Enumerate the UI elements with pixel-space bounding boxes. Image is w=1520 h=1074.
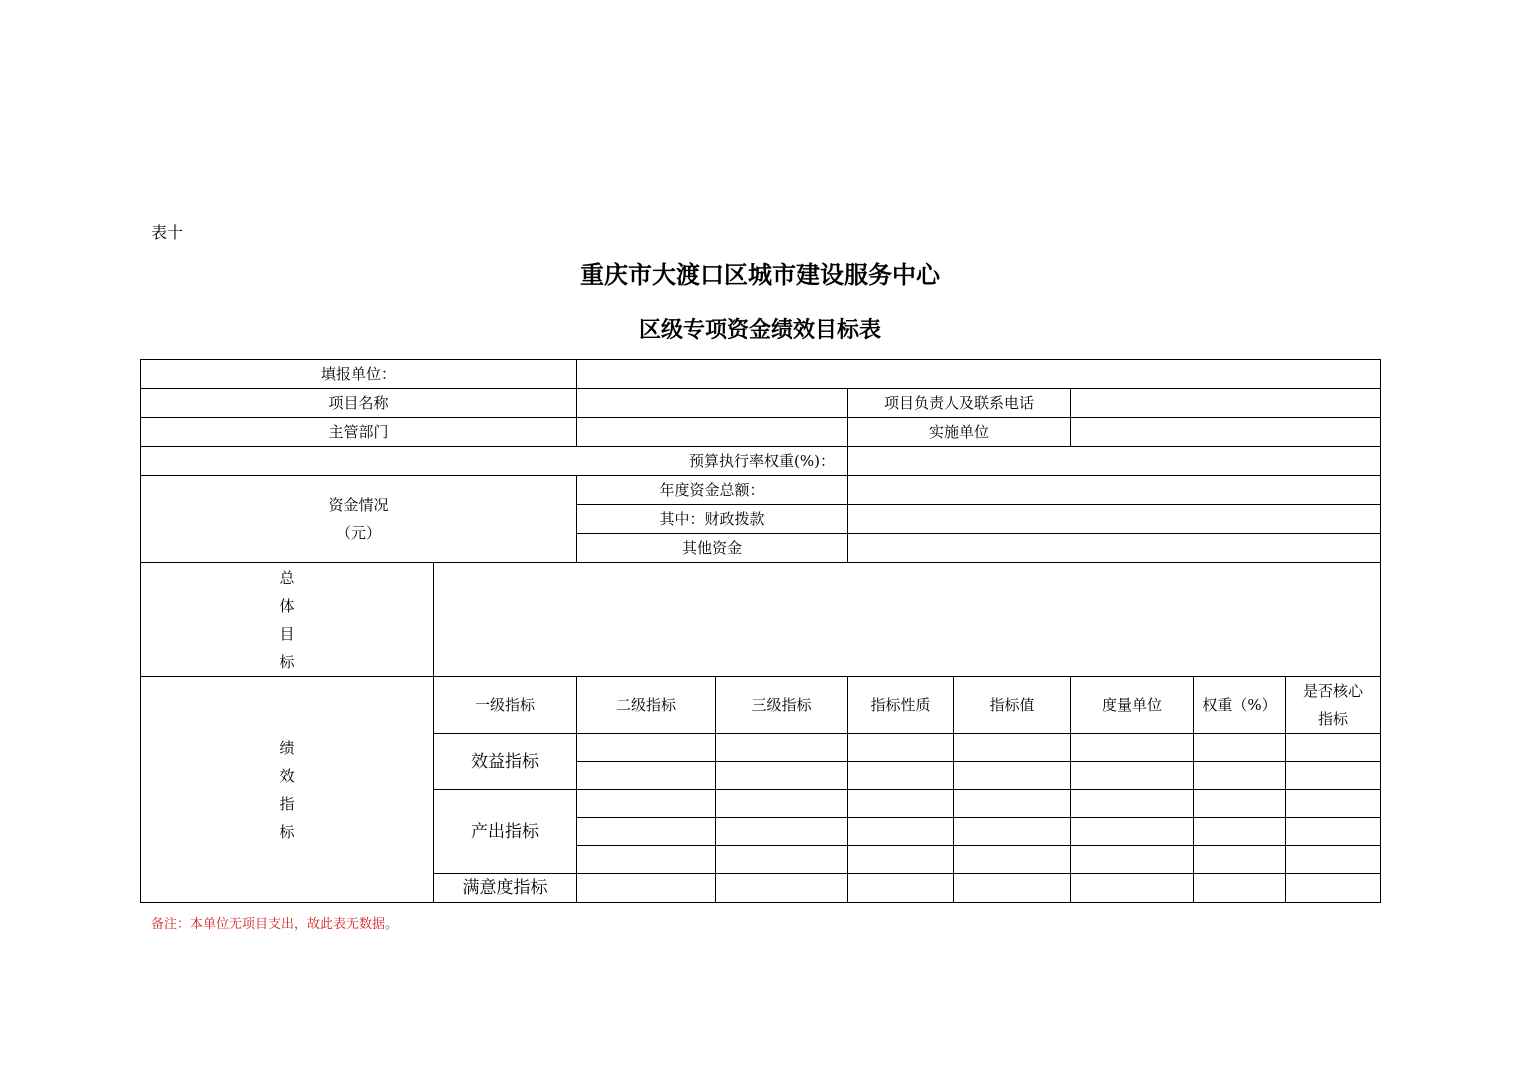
table-cell[interactable]	[1071, 818, 1194, 846]
page-subtitle: 区级专项资金绩效目标表	[638, 317, 881, 343]
table-cell[interactable]	[954, 790, 1071, 818]
header-value: 指标值	[954, 677, 1071, 734]
benefit-indicator-label: 效益指标	[434, 734, 577, 790]
perf-indicator-label: 绩 效 指 标	[141, 677, 434, 903]
table-cell[interactable]	[716, 818, 848, 846]
dept-label: 主管部门	[141, 418, 577, 447]
project-name-label: 项目名称	[141, 389, 577, 418]
table-cell[interactable]	[1286, 734, 1381, 762]
table-number: 表十	[151, 223, 184, 242]
header-level3: 三级指标	[716, 677, 848, 734]
header-level1: 一级指标	[434, 677, 577, 734]
table-cell[interactable]	[1286, 762, 1381, 790]
table-cell[interactable]	[1194, 762, 1286, 790]
header-core: 是否核心 指标	[1286, 677, 1381, 734]
table-cell[interactable]	[716, 790, 848, 818]
other-funds-value[interactable]	[848, 534, 1381, 563]
table-cell[interactable]	[1071, 874, 1194, 903]
satisfaction-indicator-label: 满意度指标	[434, 874, 577, 903]
table-cell[interactable]	[1286, 790, 1381, 818]
table-cell[interactable]	[848, 846, 954, 874]
table-cell[interactable]	[1194, 818, 1286, 846]
table-cell[interactable]	[577, 790, 716, 818]
header-level2: 二级指标	[577, 677, 716, 734]
table-cell[interactable]	[577, 734, 716, 762]
fiscal-label: 其中：财政拨款	[577, 505, 848, 534]
performance-target-table	[140, 359, 1381, 903]
header-unit: 度量单位	[1071, 677, 1194, 734]
project-leader-label: 项目负责人及联系电话	[848, 389, 1071, 418]
table-cell[interactable]	[716, 846, 848, 874]
table-cell[interactable]	[577, 846, 716, 874]
funds-label: 资金情况 （元）	[141, 476, 577, 563]
table-cell[interactable]	[1071, 790, 1194, 818]
header-nature: 指标性质	[848, 677, 954, 734]
project-name-value[interactable]	[577, 389, 848, 418]
header-weight: 权重（%）	[1194, 677, 1286, 734]
overall-goal-value[interactable]	[434, 563, 1381, 677]
table-cell[interactable]	[716, 874, 848, 903]
other-funds-label: 其他资金	[577, 534, 848, 563]
table-cell[interactable]	[1286, 846, 1381, 874]
table-cell[interactable]	[954, 846, 1071, 874]
remark-note: 备注：本单位无项目支出，故此表无数据。	[151, 917, 399, 932]
impl-unit-value[interactable]	[1071, 418, 1381, 447]
annual-total-value[interactable]	[848, 476, 1381, 505]
table-cell[interactable]	[577, 874, 716, 903]
table-cell[interactable]	[954, 762, 1071, 790]
table-cell[interactable]	[716, 762, 848, 790]
table-cell[interactable]	[1286, 874, 1381, 903]
table-cell[interactable]	[716, 734, 848, 762]
impl-unit-label: 实施单位	[848, 418, 1071, 447]
table-cell[interactable]	[577, 818, 716, 846]
table-cell[interactable]	[1194, 846, 1286, 874]
fill-unit-label: 填报单位：	[141, 360, 577, 389]
table-cell[interactable]	[848, 874, 954, 903]
table-cell[interactable]	[954, 818, 1071, 846]
table-cell[interactable]	[1194, 790, 1286, 818]
annual-total-label: 年度资金总额：	[577, 476, 848, 505]
table-cell[interactable]	[954, 734, 1071, 762]
budget-rate-value[interactable]	[848, 447, 1381, 476]
overall-goal-label: 总 体 目 标	[141, 563, 434, 677]
table-cell[interactable]	[1194, 874, 1286, 903]
table-cell[interactable]	[848, 762, 954, 790]
table-cell[interactable]	[1071, 734, 1194, 762]
table-cell[interactable]	[954, 874, 1071, 903]
fiscal-value[interactable]	[848, 505, 1381, 534]
fill-unit-value[interactable]	[577, 360, 1381, 389]
budget-rate-label: 预算执行率权重(%)：	[141, 447, 848, 476]
table-cell[interactable]	[848, 790, 954, 818]
table-cell[interactable]	[1071, 762, 1194, 790]
table-cell[interactable]	[848, 734, 954, 762]
table-cell[interactable]	[848, 818, 954, 846]
output-indicator-label: 产出指标	[434, 790, 577, 874]
dept-value[interactable]	[577, 418, 848, 447]
page-title: 重庆市大渡口区城市建设服务中心	[580, 260, 940, 289]
table-cell[interactable]	[1071, 846, 1194, 874]
project-leader-value[interactable]	[1071, 389, 1381, 418]
table-cell[interactable]	[577, 762, 716, 790]
table-cell[interactable]	[1286, 818, 1381, 846]
table-cell[interactable]	[1194, 734, 1286, 762]
